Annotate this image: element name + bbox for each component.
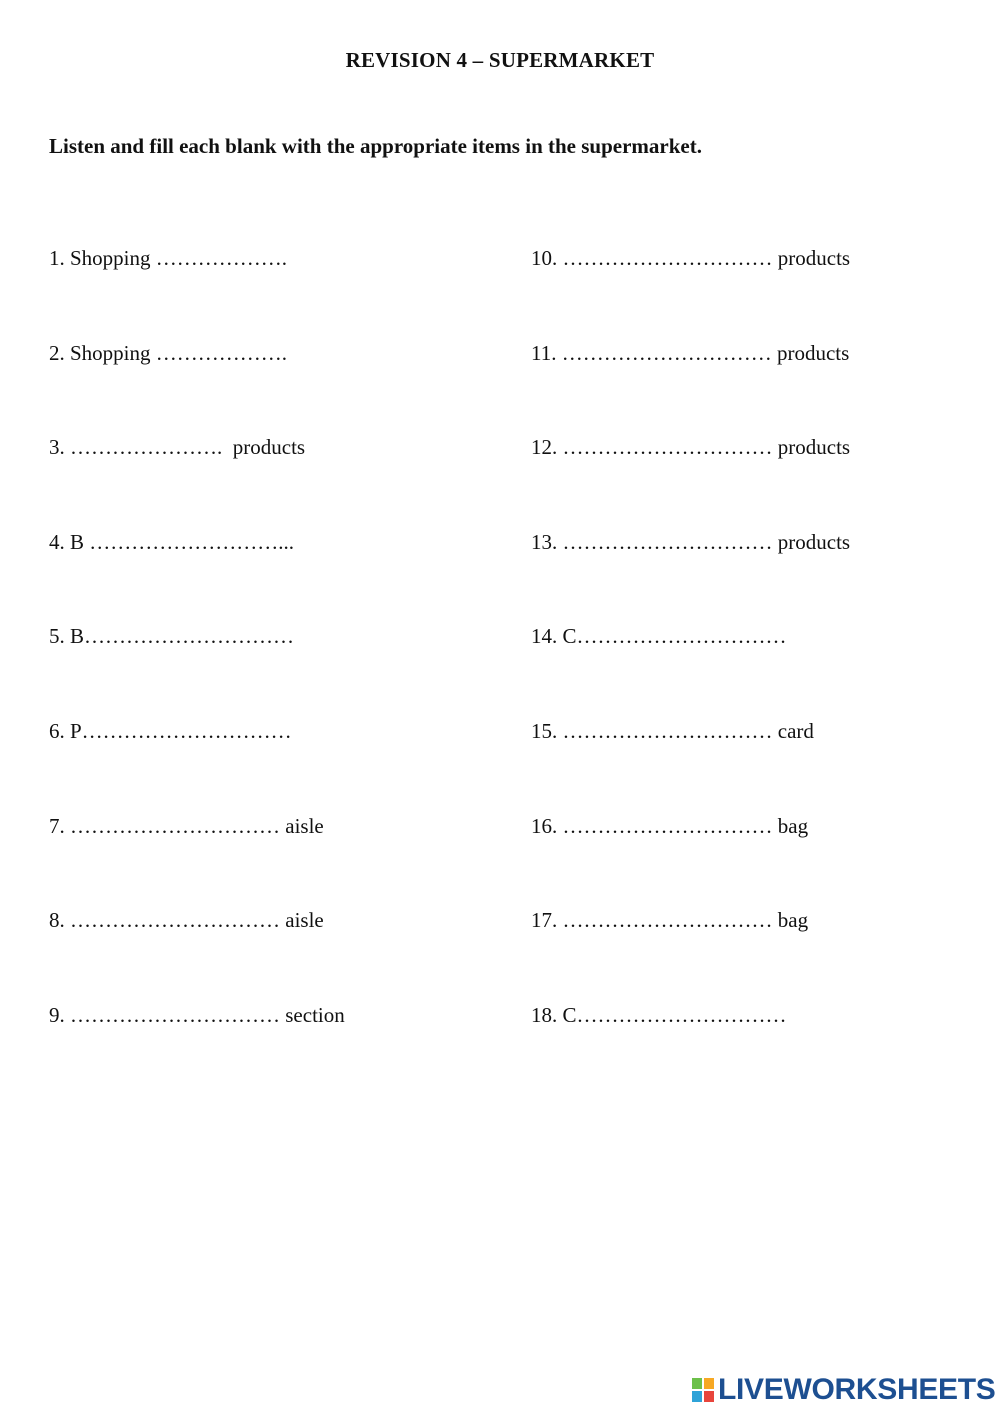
exercise-item-10: 10. ………………………… products — [531, 246, 851, 270]
exercise-item-14: 14. C………………………… — [531, 624, 787, 649]
exercise-item-4: 4. B ………………………... — [49, 529, 295, 554]
exercise-item-2: 2. Shopping ………………. — [49, 340, 288, 365]
exercise-item-5: 5. B………………………… — [49, 624, 295, 649]
instruction-text: Listen and fill each blank with the appropriate items in the supermarket. — [49, 134, 702, 158]
liveworksheets-logo-icon — [692, 1378, 714, 1402]
exercise-item-17: 17. ………………………… bag — [531, 908, 809, 933]
exercise-item-7: 7. ………………………… aisle — [49, 813, 324, 838]
exercise-item-6: 6. P………………………… — [49, 718, 292, 743]
exercise-item-15: 15. ………………………… card — [531, 718, 814, 743]
exercise-item-12: 12. ………………………… products — [531, 435, 851, 460]
left-exercise-column — [49, 243, 345, 1094]
exercise-item-8: 8. ………………………… aisle — [49, 908, 324, 933]
exercise-item-11: 11. ………………………… products — [531, 340, 850, 365]
exercise-item-9: 9. ………………………… section — [49, 1002, 345, 1027]
worksheet-title: REVISION 4 – SUPERMARKET — [345, 48, 655, 72]
exercise-item-3: 3. …………………. products — [49, 435, 306, 460]
exercise-item-13: 13. ………………………… products — [531, 529, 851, 554]
exercise-item-1: 1. Shopping ………………. — [49, 246, 288, 270]
exercise-item-16: 16. ………………………… bag — [531, 813, 809, 838]
liveworksheets-logo-text: LIVEWORKSHEETS — [718, 1373, 996, 1406]
liveworksheets-watermark — [692, 1373, 996, 1407]
right-exercise-column — [531, 243, 850, 1094]
exercise-item-18: 18. C………………………… — [531, 1002, 787, 1027]
